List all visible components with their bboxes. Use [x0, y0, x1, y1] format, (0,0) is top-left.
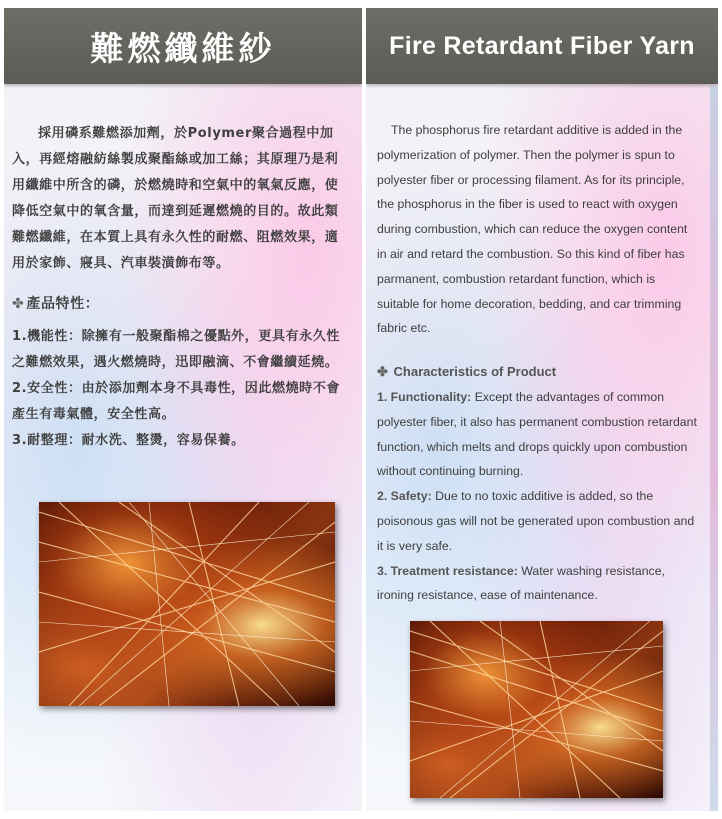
left-characteristics-title: 產品特性： [26, 296, 100, 312]
left-characteristics-list [12, 324, 347, 454]
right-item-functionality [377, 385, 697, 484]
right-panel-english [366, 8, 718, 811]
right-characteristics-heading [377, 360, 697, 385]
right-fiber-fire-photo [410, 621, 663, 798]
right-item-text: Water washing resistance, ironing resistance, ease of maintenance. [377, 563, 665, 603]
left-fiber-fire-photo [39, 502, 335, 706]
right-item-safety [377, 484, 697, 558]
fiber-strands-graphic [410, 621, 663, 798]
right-header-bar [366, 8, 718, 84]
left-header-bar [4, 8, 362, 84]
flower-bullet-icon: ✤ [12, 296, 25, 312]
left-item-treatment: 3.耐整理：耐水洗、整燙，容易保養。 [12, 433, 245, 448]
right-item-label: 1. Functionality: [377, 390, 472, 404]
left-item-functionality: 1.機能性：除擁有一般聚酯棉之優點外，更具有永久性之難燃效果，遇火燃燒時，迅即融滴、不會繼續延燒。 [12, 329, 340, 370]
right-item-label: 2. Safety: [377, 489, 432, 504]
fiber-strands-graphic [39, 502, 335, 706]
flower-bullet-icon: ✤ [377, 364, 388, 379]
right-intro-paragraph: The phosphorus fire retardant additive is added in the polymerization of polymer. Then the polymer is spun to polyester fiber or processing filament. As for its principle, the phosphorus in the fiber is used to react with oxygen during combustion, which can reduce the oxygen content in air and retard the combustion. So this kind of fiber has parmanent, combustion retardant function, which is suitable for home decoration, bedding, and car trimming fabric etc. [377, 123, 688, 336]
right-item-text: Except the advantages of common polyester fiber, it also has permanent combustion retardant function, which melts and drops quickly upon combustion without continuing burning. [377, 390, 697, 479]
right-item-treatment [377, 559, 697, 609]
left-page-title: 難燃纖維紗 [90, 28, 276, 68]
right-characteristics-list [377, 385, 697, 608]
left-item-safety: 2.安全性：由於添加劑本身不具毒性，因此燃燒時不會產生有毒氣體，安全性高。 [12, 381, 340, 422]
right-item-text: Due to no toxic additive is added, so the poisonous gas will not be generated upon combustion and it is very safe. [377, 489, 695, 553]
right-item-label: 3. Treatment resistance: [377, 563, 518, 578]
right-characteristics-title: Characteristics of Product [393, 364, 557, 379]
right-page-title: Fire Retardant Fiber Yarn [389, 31, 695, 60]
left-panel-chinese [4, 8, 362, 811]
left-characteristics-heading [12, 293, 347, 315]
left-intro-paragraph: 採用磷系難燃添加劑，於Polymer聚合過程中加入，再經熔融紡絲製成聚酯絲或加工絲；其原理乃是利用纖維中所含的磷，於燃燒時和空氣中的氧氣反應，使降低空氣中的氧含量，而達到延遲燃燒的目的。故此類難燃纖維，在本質上具有永久性的耐燃、阻燃效果，適用於家飾、寢具、汽車裝潢飾布等。 [12, 126, 339, 271]
